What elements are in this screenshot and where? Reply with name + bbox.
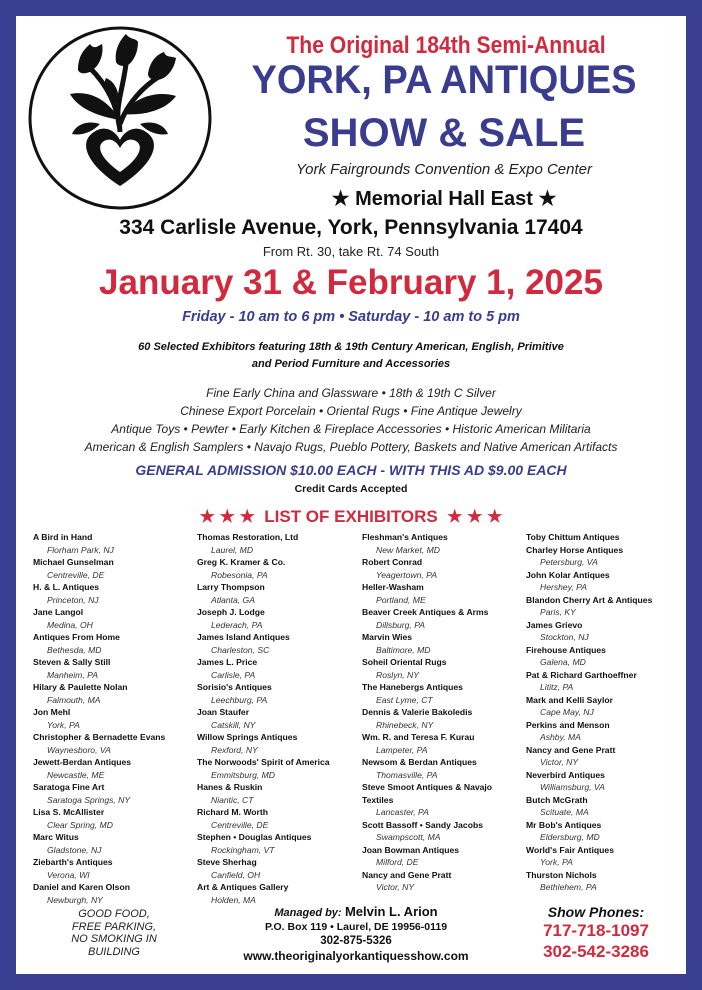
exhibitor-location: Rexford, NY [211, 744, 258, 755]
exhibitor-entry [33, 631, 193, 656]
show-subtitle: The Original 184th Semi-Annual [286, 32, 606, 59]
exhibitor-name: Scott Bassoff • Sandy Jacobs [362, 819, 483, 830]
exhibitor-name: Lisa S. McAllister [33, 807, 105, 817]
summary-line: 60 Selected Exhibitors featuring 18th & 19th Century American, English, Primitive [138, 341, 564, 353]
exhibitor-entry [197, 756, 357, 781]
exhibitor-location: Clear Spring, MD [47, 819, 113, 830]
exhibitor-location: Newcastle, ME [47, 769, 105, 780]
exhibitor-name: Charley Horse Antiques [526, 544, 624, 555]
exhibitor-name: Fleshman's Antiques [362, 532, 448, 542]
title-line-2: SHOW & SALE [302, 111, 586, 155]
exhibitor-entry [33, 831, 193, 856]
exhibitor-name: Christopher & Bernadette Evans [33, 732, 166, 742]
admission-price: GENERAL ADMISSION $10.00 EACH - WITH THIS AD $9.00 EACH [135, 462, 567, 478]
summary-line: and Period Furniture and Accessories [251, 358, 451, 370]
exhibitor-entry [197, 731, 357, 756]
exhibitor-entry [197, 581, 357, 606]
exhibitor-summary [101, 339, 601, 373]
show-dates: January 31 & February 1, 2025 [99, 263, 603, 302]
exhibitor-entry [526, 644, 686, 669]
exhibitor-name: Steven & Sally Still [33, 657, 111, 667]
exhibitor-location: Eldersburg, MD [540, 832, 600, 842]
show-phone-number[interactable]: 302-542-3286 [543, 942, 649, 961]
amenity-line: BUILDING [88, 945, 140, 958]
exhibitor-entry [197, 531, 357, 556]
exhibitor-location: Medina, OH [47, 619, 93, 630]
venue-name: York Fairgrounds Convention & Expo Center [296, 161, 592, 178]
exhibitor-name: Daniel and Karen Olson [33, 882, 130, 892]
exhibitor-name: Nancy and Gene Pratt [362, 869, 452, 880]
exhibitor-column-4 [526, 531, 686, 894]
exhibitor-entry [362, 556, 522, 581]
exhibitor-name: Jon Mehl [33, 707, 71, 717]
category-line: Antique Toys • Pewter • Early Kitchen & Fireplace Accessories • Historic American Militaria [111, 422, 591, 436]
exhibitor-location: Centreville, DE [47, 569, 105, 580]
exhibitor-name: Toby Chittum Antiques [526, 532, 620, 542]
exhibitor-column-2 [197, 531, 357, 906]
exhibitor-location: Lancaster, PA [376, 807, 429, 817]
exhibitor-entry [526, 619, 686, 644]
exhibitor-location: Lampeter, PA [376, 744, 428, 755]
managed-label: Managed by: [274, 907, 342, 919]
directions: From Rt. 30, take Rt. 74 South [262, 244, 440, 259]
show-phones-label: Show Phones: [547, 904, 645, 920]
exhibitor-location: Scituate, MA [540, 807, 589, 817]
exhibitor-location: Rockingham, VT [211, 844, 275, 855]
credit-cards-note: Credit Cards Accepted [294, 483, 408, 495]
exhibitor-entry [33, 856, 193, 881]
exhibitor-location: Falmouth, MA [47, 694, 101, 705]
exhibitor-location: Laurel, MD [211, 544, 254, 555]
exhibitor-name: Robert Conrad [362, 557, 423, 567]
exhibitor-name: Perkins and Menson [526, 719, 610, 730]
exhibitor-location: Emmitsburg, MD [211, 769, 275, 780]
exhibitors-heading: ★ ★ ★ LIST OF EXHIBITORS ★ ★ ★ [199, 507, 503, 526]
exhibitor-location: Princeton, NJ [47, 594, 99, 605]
exhibitor-entry [526, 694, 686, 719]
amenity-line: NO SMOKING IN [71, 933, 157, 945]
exhibitor-location: Portland, ME [376, 594, 426, 605]
exhibitor-name: John Kolar Antiques [526, 569, 610, 580]
website-link[interactable]: www.theoriginalyorkantiquesshow.com [243, 949, 469, 963]
amenity-line: GOOD FOOD, [78, 908, 150, 920]
exhibitor-entry [526, 819, 686, 844]
exhibitor-name: Jane Langol [33, 607, 84, 617]
exhibitor-location: Roslyn, NY [376, 669, 419, 680]
exhibitor-entry [33, 556, 193, 581]
exhibitor-entry [33, 706, 193, 731]
exhibitor-name: Steve Smoot Antiques & Navajo Textiles [362, 782, 493, 805]
exhibitor-name: H. & L. Antiques [33, 582, 100, 592]
exhibitor-name: The Norwoods' Spirit of America [197, 757, 330, 767]
exhibitor-name: Ziebarth's Antiques [33, 857, 113, 867]
exhibitor-entry [362, 731, 522, 756]
exhibitor-name: Blandon Cherry Art & Antiques [526, 594, 653, 605]
exhibitor-entry [197, 656, 357, 681]
exhibitor-location: Carlisle, PA [211, 669, 256, 680]
exhibitor-name: Mark and Kelli Saylor [526, 694, 613, 705]
exhibitor-location: York, PA [540, 857, 573, 867]
exhibitor-location: Niantic, CT [211, 794, 254, 805]
exhibitor-entry [362, 844, 522, 869]
manager-address: P.O. Box 119 • Laurel, DE 19956-0119 [264, 921, 448, 933]
exhibitor-location: Yeagertown, PA [376, 569, 437, 580]
exhibitor-name: Butch McGrath [526, 794, 588, 805]
exhibitor-location: Gladstone, NJ [47, 844, 102, 855]
exhibitor-name: Willow Springs Antiques [197, 732, 298, 742]
exhibitor-name: Hilary & Paulette Nolan [33, 682, 128, 692]
title-line-1: YORK, PA ANTIQUES [251, 58, 637, 102]
exhibitor-name: Michael Gunselman [33, 557, 114, 567]
exhibitor-location: Victor, NY [540, 757, 579, 767]
exhibitor-entry [526, 794, 686, 819]
exhibitor-entry [197, 556, 357, 581]
exhibitor-name: Joan Bowman Antiques [362, 844, 460, 855]
exhibitor-entry [526, 719, 686, 744]
exhibitor-entry [362, 819, 522, 844]
street-address: 334 Carlisle Avenue, York, Pennsylvania 17404 [119, 216, 583, 239]
exhibitor-location: Galena, MD [540, 657, 586, 667]
exhibitor-entry [197, 881, 357, 906]
exhibitor-entry [197, 781, 357, 806]
exhibitor-location: Milford, DE [376, 857, 419, 867]
exhibitor-entry [33, 581, 193, 606]
exhibitor-location: Catskill, NY [211, 719, 256, 730]
exhibitor-location: Manheim, PA [47, 669, 98, 680]
exhibitor-location: Florham Park, NJ [47, 544, 114, 555]
exhibitor-name: Heller-Washam [362, 582, 424, 592]
exhibitor-name: Thomas Restoration, Ltd [197, 532, 299, 542]
amenities-note [34, 908, 194, 958]
exhibitor-name: Hanes & Ruskin [197, 782, 263, 792]
exhibitor-location: Dillsburg, PA [376, 619, 426, 630]
exhibitor-name: Jewett-Berdan Antiques [33, 757, 132, 767]
ad-panel [16, 16, 686, 974]
exhibitor-location: Canfield, OH [211, 869, 261, 880]
exhibitor-name: Thurston Nichols [526, 869, 597, 880]
exhibitor-entry [362, 631, 522, 656]
exhibitor-name: Steve Sherhag [197, 857, 257, 867]
exhibitor-name: Nancy and Gene Pratt [526, 744, 616, 755]
show-hours: Friday - 10 am to 6 pm • Saturday - 10 am to 5 pm [182, 309, 520, 325]
exhibitor-location: Newburgh, NY [47, 894, 103, 905]
exhibitor-column-1 [33, 531, 193, 906]
exhibitor-name: Greg K. Kramer & Co. [197, 557, 286, 567]
exhibitor-entry [197, 806, 357, 831]
exhibitor-location: East Lyme, CT [376, 694, 433, 705]
exhibitor-name: World's Fair Antiques [526, 844, 614, 855]
categories-list [16, 384, 686, 456]
exhibitor-location: Leechburg, PA [211, 694, 268, 705]
exhibitor-location: York, PA [47, 719, 80, 730]
exhibitor-entry [526, 531, 686, 544]
exhibitor-location: New Market, MD [376, 544, 440, 555]
exhibitor-name: Dennis & Valerie Bakoledis [362, 707, 473, 717]
exhibitor-entry [197, 856, 357, 881]
exhibitor-location: Charleston, SC [211, 644, 270, 655]
exhibitor-location: Paris, KY [540, 607, 576, 617]
exhibitor-name: Saratoga Fine Art [33, 782, 105, 792]
exhibitor-name: Marc Witus [33, 832, 79, 842]
exhibitor-name: The Hanebergs Antiques [362, 682, 463, 692]
exhibitor-location: Rhinebeck, NY [376, 719, 434, 730]
exhibitor-location: Swampscott, MA [376, 832, 441, 842]
exhibitor-name: Stephen • Douglas Antiques [197, 832, 312, 842]
exhibitor-entry [362, 581, 522, 606]
exhibitor-entry [33, 806, 193, 831]
exhibitor-entry [362, 531, 522, 556]
exhibitor-location: Ashby, MA [540, 732, 581, 742]
manager-name: Melvin L. Arion [344, 904, 438, 919]
management-info [196, 904, 516, 963]
exhibitor-location: Victor, NY [376, 882, 415, 892]
exhibitor-entry [197, 606, 357, 631]
exhibitor-location: Holden, MA [211, 894, 256, 905]
exhibitor-name: Neverbird Antiques [526, 769, 605, 780]
category-line: Chinese Export Porcelain • Oriental Rugs • Fine Antique Jewelry [180, 404, 522, 418]
exhibitor-name: Joseph J. Lodge [197, 607, 265, 617]
exhibitor-location: Cape May, NJ [540, 707, 594, 717]
exhibitor-name: Beaver Creek Antiques & Arms [362, 607, 489, 617]
show-phone-number[interactable]: 717-718-1097 [543, 921, 649, 940]
exhibitor-entry [362, 869, 522, 894]
exhibitor-location: Atlanta, GA [211, 594, 255, 605]
exhibitor-location: Bethesda, MD [47, 644, 102, 655]
exhibitor-location: Robesonia, PA [211, 569, 268, 580]
amenity-line: FREE PARKING, [71, 920, 157, 933]
exhibitor-name: Wm. R. and Teresa F. Kurau [362, 732, 475, 742]
exhibitor-entry [33, 531, 193, 556]
exhibitor-column-3 [362, 531, 522, 894]
exhibitor-entry [362, 656, 522, 681]
exhibitor-name: Art & Antiques Gallery [197, 882, 289, 892]
exhibitor-entry [197, 631, 357, 656]
exhibitor-entry [197, 681, 357, 706]
exhibitor-entry [526, 744, 686, 769]
exhibitor-entry [526, 844, 686, 869]
exhibitor-name: Newsom & Berdan Antiques [362, 757, 477, 767]
exhibitor-location: Petersburg, VA [540, 557, 598, 567]
exhibitor-entry [33, 656, 193, 681]
exhibitor-name: Marvin Wies [362, 632, 413, 642]
exhibitor-name: Mr Bob's Antiques [526, 819, 602, 830]
exhibitor-entry [526, 869, 686, 894]
exhibitor-location: Williamsburg, VA [540, 782, 605, 792]
exhibitor-entry [33, 881, 193, 906]
category-line: Fine Early China and Glassware • 18th & 19th C Silver [206, 386, 496, 400]
exhibitor-entry [362, 681, 522, 706]
exhibitor-entry [526, 594, 686, 619]
exhibitor-entry [526, 569, 686, 594]
exhibitor-location: Waynesboro, VA [47, 744, 111, 755]
exhibitor-name: Larry Thompson [197, 582, 265, 592]
exhibitor-entry [526, 769, 686, 794]
exhibitor-entry [362, 756, 522, 781]
exhibitor-name: Soheil Oriental Rugs [362, 657, 447, 667]
exhibitor-name: James Island Antiques [197, 632, 290, 642]
hall-name: ★ Memorial Hall East ★ [331, 188, 557, 210]
folk-art-tulip-heart-icon [26, 24, 214, 212]
exhibitor-location: Verona, WI [47, 869, 90, 880]
exhibitor-location: Lititz, PA [540, 682, 574, 692]
manager-phone: 302-875-5326 [320, 935, 392, 947]
exhibitor-entry [197, 706, 357, 731]
exhibitor-name: Richard M. Worth [197, 807, 268, 817]
exhibitor-name: A Bird in Hand [33, 532, 93, 542]
exhibitor-entry [33, 781, 193, 806]
exhibitor-entry [362, 781, 522, 819]
exhibitor-location: Centreville, DE [211, 819, 269, 830]
exhibitor-entry [362, 606, 522, 631]
exhibitor-name: Sorisio's Antiques [197, 682, 272, 692]
exhibitor-entry [362, 706, 522, 731]
exhibitor-entry [33, 756, 193, 781]
exhibitor-name: James L. Price [197, 657, 258, 667]
exhibitor-entry [526, 544, 686, 569]
exhibitor-entry [197, 831, 357, 856]
exhibitor-entry [33, 606, 193, 631]
exhibitor-entry [33, 731, 193, 756]
category-line: American & English Samplers • Navajo Rugs, Pueblo Pottery, Baskets and Native American Artifacts [84, 440, 618, 454]
exhibitor-location: Bethlehem, PA [540, 882, 597, 892]
exhibitor-location: Baltimore, MD [376, 644, 431, 655]
exhibitor-location: Hershey, PA [540, 582, 587, 592]
exhibitor-location: Saratoga Springs, NY [47, 794, 131, 805]
exhibitor-name: Joan Staufer [197, 707, 250, 717]
exhibitor-entry [33, 681, 193, 706]
exhibitor-location: Thomasville, PA [376, 769, 438, 780]
exhibitor-location: Stockton, NJ [540, 632, 589, 642]
show-phones [516, 904, 676, 962]
exhibitor-name: James Grievo [526, 619, 583, 630]
exhibitor-location: Lederach, PA [211, 619, 263, 630]
exhibitor-name: Firehouse Antiques [526, 644, 606, 655]
exhibitor-entry [526, 669, 686, 694]
exhibitor-name: Pat & Richard Garthoeffner [526, 669, 637, 680]
exhibitor-name: Antiques From Home [33, 632, 120, 642]
